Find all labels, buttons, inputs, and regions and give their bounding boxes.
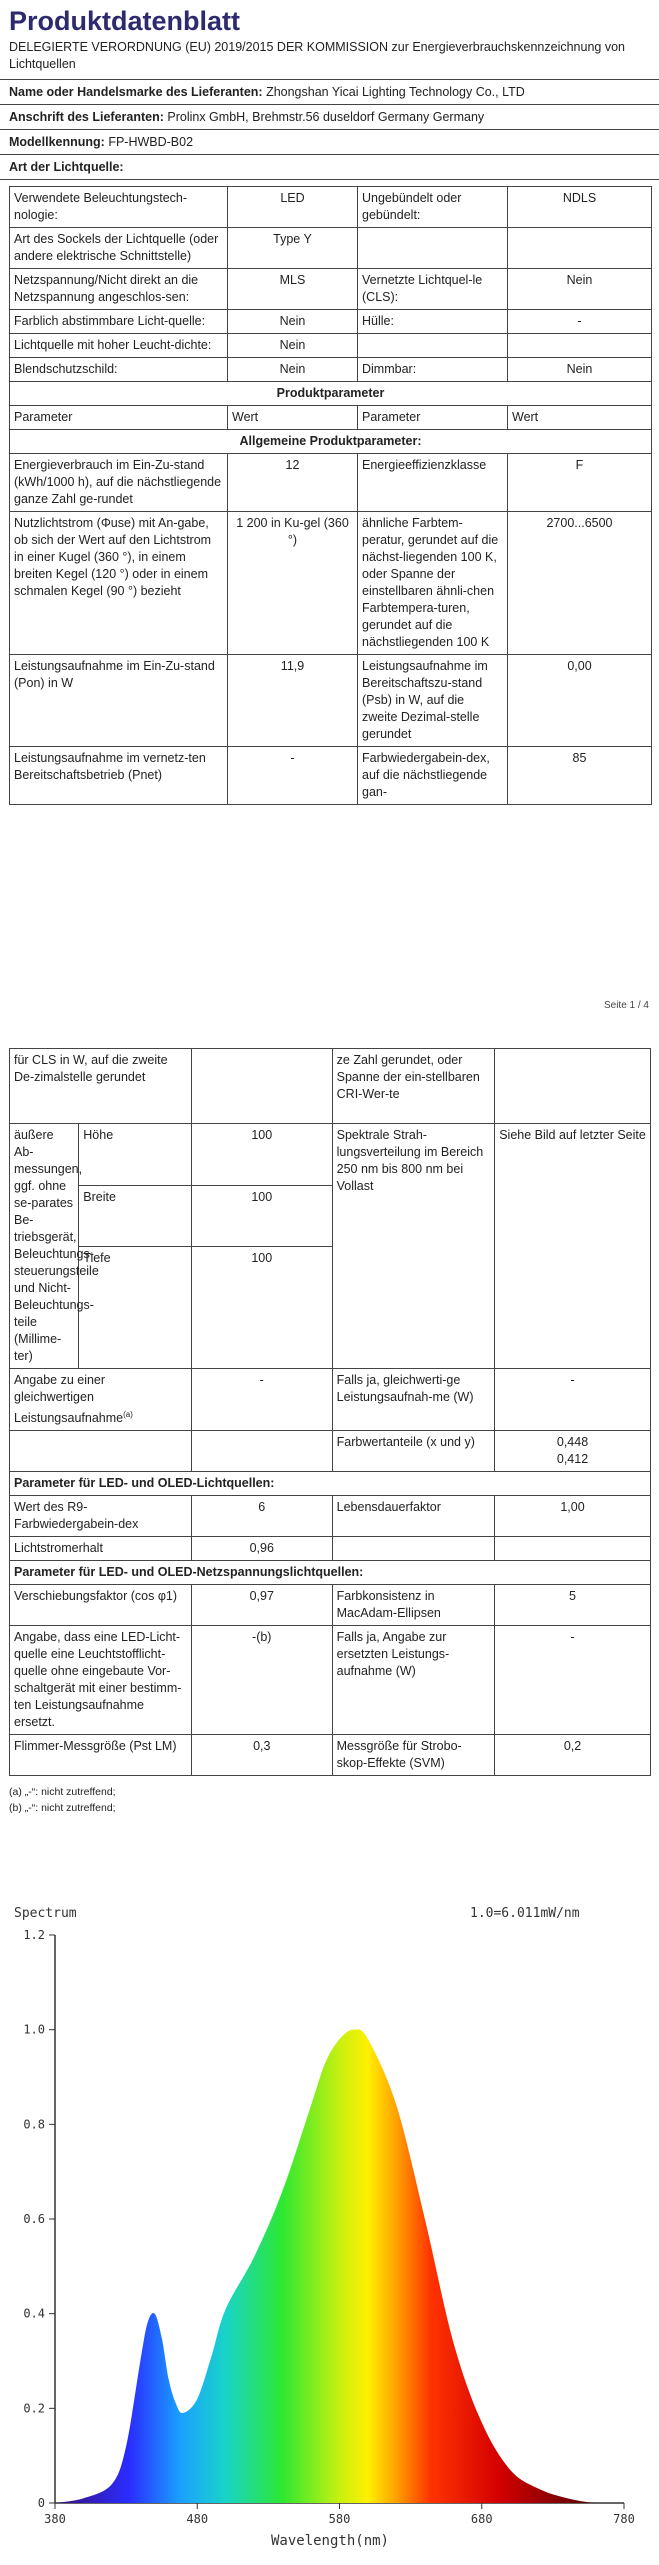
table-cell: Netzspannung/Nicht direkt an die Netzspannung angeschlos-sen: xyxy=(10,269,228,310)
table-cell: Nein xyxy=(508,269,652,310)
table-cell: 0,3 xyxy=(191,1735,332,1776)
table-cell: Ungebündelt oder gebündelt: xyxy=(358,187,508,228)
table-cell: 100 xyxy=(191,1185,332,1247)
spectrum-area xyxy=(55,2029,624,2503)
table-cell: Falls ja, gleichwerti-ge Leistungsaufnah-me (W) xyxy=(332,1369,494,1431)
table-cell: Spektrale Strah-lungsverteilung im Bereich 250 nm bis 800 nm bei Vollast xyxy=(332,1124,494,1369)
table-cell: Siehe Bild auf letzter Seite xyxy=(495,1124,651,1369)
table-cell: Flimmer-Messgröße (Pst LM) xyxy=(10,1735,192,1776)
table-cell: 0,2 xyxy=(495,1735,651,1776)
table-cell xyxy=(495,1537,651,1561)
table-cell: Parameter xyxy=(358,406,508,430)
table-cell: Leistungsaufnahme im Bereitschaftszu-stand (Psb) in W, auf die zweite Dezimal-stelle gerundet xyxy=(358,655,508,747)
table-cell: 0,96 xyxy=(191,1537,332,1561)
footnote-b: (b) „-“: nicht zutreffend; xyxy=(9,1802,116,1815)
x-tick-label: 580 xyxy=(328,2512,351,2526)
table-cell: 1,00 xyxy=(495,1496,651,1537)
table-cell: - xyxy=(508,310,652,334)
page-title: Produktdatenblatt xyxy=(9,6,241,36)
table-cell: 5 xyxy=(495,1585,651,1626)
table-cell: Wert des R9-Farbwiedergabein-dex xyxy=(10,1496,192,1537)
table-cell: Leistungsaufnahme im vernetz-ten Bereitschaftsbetrieb (Pnet) xyxy=(10,747,228,805)
table-cell: 12 xyxy=(228,454,358,512)
table-cell: Type Y xyxy=(228,228,358,269)
table-cell: -(b) xyxy=(191,1626,332,1735)
table-cell: - xyxy=(495,1369,651,1431)
table-cell xyxy=(358,334,508,358)
y-tick-label: 0.6 xyxy=(23,2212,45,2226)
table-cell: LED xyxy=(228,187,358,228)
x-axis-label: Wavelength(nm) xyxy=(270,2533,390,2549)
table-cell: Falls ja, Angabe zur ersetzten Leistungs-aufnahme (W) xyxy=(332,1626,494,1735)
table-cell: Angabe zu einer gleichwertigen Leistungsaufnahme$^{(a)}$ xyxy=(10,1369,192,1431)
y-tick-label: 1.0 xyxy=(23,2022,45,2037)
table-cell: - xyxy=(191,1369,332,1431)
table-cell: Nein xyxy=(228,334,358,358)
table-cell: Energieverbrauch im Ein-Zu-stand (kWh/1000 h), auf die nächstliegende ganze Zahl ge-rundet xyxy=(10,454,228,512)
table-cell: Nein xyxy=(508,358,652,382)
table-cell: Art des Sockels der Lichtquelle (oder andere elektrische Schnittstelle) xyxy=(10,228,228,269)
table-cell: Höhe xyxy=(79,1124,192,1186)
table-cell: Parameter xyxy=(10,406,228,430)
table-cell: Vernetzte Lichtquel-le (CLS): xyxy=(358,269,508,310)
table-cell: Wert xyxy=(508,406,652,430)
table-cell: Dimmbar: xyxy=(358,358,508,382)
page-1 xyxy=(0,0,659,805)
spectrum-chart xyxy=(0,1895,659,2560)
table-cell: 1 200 in Ku-gel (360 °) xyxy=(228,512,358,655)
table-cell: - xyxy=(228,747,358,805)
table-cell xyxy=(508,228,652,269)
table-cell: Farbkonsistenz in MacAdam-Ellipsen xyxy=(332,1585,494,1626)
table-cell: 0,97 xyxy=(191,1585,332,1626)
model-row: Modellkennung: FP-HWBD-B02 xyxy=(0,129,659,154)
table-cell: 11,9 xyxy=(228,655,358,747)
table-cell: - xyxy=(495,1626,651,1735)
table-cell: 2700...6500 xyxy=(508,512,652,655)
table-cell: Nein xyxy=(228,310,358,334)
table-cell: 85 xyxy=(508,747,652,805)
table-cell: MLS xyxy=(228,269,358,310)
table-cell: Nutzlichtstrom (Φuse) mit An-gabe, ob sich der Wert auf den Lichtstrom in einer Kugel (360 °), in einem breiten Kegel (120 °) oder in einem schmalen Kegel (90 °) bezieht xyxy=(10,512,228,655)
x-tick-label: 680 xyxy=(470,2512,493,2526)
page-number: Seite 1 / 4 xyxy=(603,1000,649,1011)
page-2 xyxy=(0,1048,659,1816)
supplier-address-row: Anschrift des Lieferanten: Prolinx GmbH, Brehmstr.56 duseldorf Germany Germany xyxy=(0,104,659,129)
table-cell: Verwendete Beleuchtungstech-nologie: xyxy=(10,187,228,228)
table-cell: Tiefe xyxy=(79,1247,192,1369)
table-cell: 100 xyxy=(191,1124,332,1186)
table-cell: Parameter für LED- und OLED-Lichtquellen: xyxy=(10,1472,651,1496)
table-cell: Allgemeine Produktparameter: xyxy=(10,430,652,454)
light-source-table xyxy=(9,186,652,805)
table-cell xyxy=(358,228,508,269)
table-cell: 0,448 0,412 xyxy=(495,1431,651,1472)
parameter-table-continued xyxy=(9,1048,651,1776)
table-cell: Blendschutzschild: xyxy=(10,358,228,382)
y-tick-label: 0.4 xyxy=(23,2306,45,2321)
table-cell: F xyxy=(508,454,652,512)
table-cell: für CLS in W, auf die zweite De-zimalstelle gerundet xyxy=(10,1049,192,1124)
table-cell: Farbwiedergabein-dex, auf die nächstliegende gan- xyxy=(358,747,508,805)
footnote-a: (a) „-“: nicht zutreffend; xyxy=(9,1786,116,1799)
y-tick-label: 1.2 xyxy=(23,1928,45,1942)
table-cell: ähnliche Farbtem-peratur, gerundet auf die nächst-liegenden 100 K, oder Spanne der einstellbaren ähnli-chen Farbtempera-turen, gerundet auf die nächstliegenden 100 K xyxy=(358,512,508,655)
table-cell: Produktparameter xyxy=(10,382,652,406)
table-cell: Messgröße für Strobo-skop-Effekte (SVM) xyxy=(332,1735,494,1776)
x-tick-label: 380 xyxy=(44,2512,66,2526)
table-cell xyxy=(191,1049,332,1124)
chart-annotation: 1.0=6.011mW/nm xyxy=(470,1906,580,1921)
table-cell: Parameter für LED- und OLED-Netzspannungslichtquellen: xyxy=(10,1561,651,1585)
table-cell: Angabe, dass eine LED-Licht-quelle eine Leuchtstofflicht-quelle ohne eingebaute Vor-schaltgerät mit einer bestimm-ten Leistungsaufnahme ersetzt. xyxy=(10,1626,192,1735)
table-cell: 0,00 xyxy=(508,655,652,747)
x-tick-label: 780 xyxy=(613,2512,635,2526)
table-cell: Breite xyxy=(79,1185,192,1247)
table-cell xyxy=(495,1049,651,1124)
y-tick-label: 0 xyxy=(37,2496,45,2510)
table-cell: Energieeffizienzklasse xyxy=(358,454,508,512)
supplier-name-row: Name oder Handelsmarke des Lieferanten: Zhongshan Yicai Lighting Technology Co., LTD xyxy=(0,79,659,104)
table-cell: Nein xyxy=(228,358,358,382)
table-cell: Farblich abstimmbare Licht-quelle: xyxy=(10,310,228,334)
table-cell: 6 xyxy=(191,1496,332,1537)
chart-title: Spectrum xyxy=(14,1906,77,1921)
table-cell xyxy=(508,334,652,358)
spectrum-svg xyxy=(0,1895,659,2560)
table-cell: Farbwertanteile (x und y) xyxy=(332,1431,494,1472)
x-tick-label: 480 xyxy=(186,2512,209,2526)
regulation-text: DELEGIERTE VERORDNUNG (EU) 2019/2015 DER KOMMISSION zur Energieverbrauchskennzeichnung von Lichtquellen xyxy=(9,40,625,71)
table-cell: NDLS xyxy=(508,187,652,228)
table-cell: Lichtquelle mit hoher Leucht-dichte: xyxy=(10,334,228,358)
y-tick-label: 0.2 xyxy=(23,2401,45,2416)
table-cell: Lichtstromerhalt xyxy=(10,1537,192,1561)
table-cell: Hülle: xyxy=(358,310,508,334)
table-cell: Wert xyxy=(228,406,358,430)
table-cell: Leistungsaufnahme im Ein-Zu-stand (Pon) in W xyxy=(10,655,228,747)
y-tick-label: 0.8 xyxy=(23,2117,45,2132)
table-cell: äußere Ab-messungen, ggf. ohne se-parates Be-triebsgerät, Beleuchtungs-steuerungsteile und Nicht-Beleuchtungs-teile (Millime-ter) xyxy=(10,1124,79,1369)
table-cell xyxy=(191,1431,332,1472)
table-cell xyxy=(10,1431,192,1472)
table-cell: Lebensdauerfaktor xyxy=(332,1496,494,1537)
light-source-type-row: Art der Lichtquelle: xyxy=(0,154,659,180)
table-cell xyxy=(332,1537,494,1561)
table-cell: Verschiebungsfaktor (cos φ1) xyxy=(10,1585,192,1626)
table-cell: 100 xyxy=(191,1247,332,1369)
table-cell: ze Zahl gerundet, oder Spanne der ein-stellbaren CRI-Wer-te xyxy=(332,1049,494,1124)
